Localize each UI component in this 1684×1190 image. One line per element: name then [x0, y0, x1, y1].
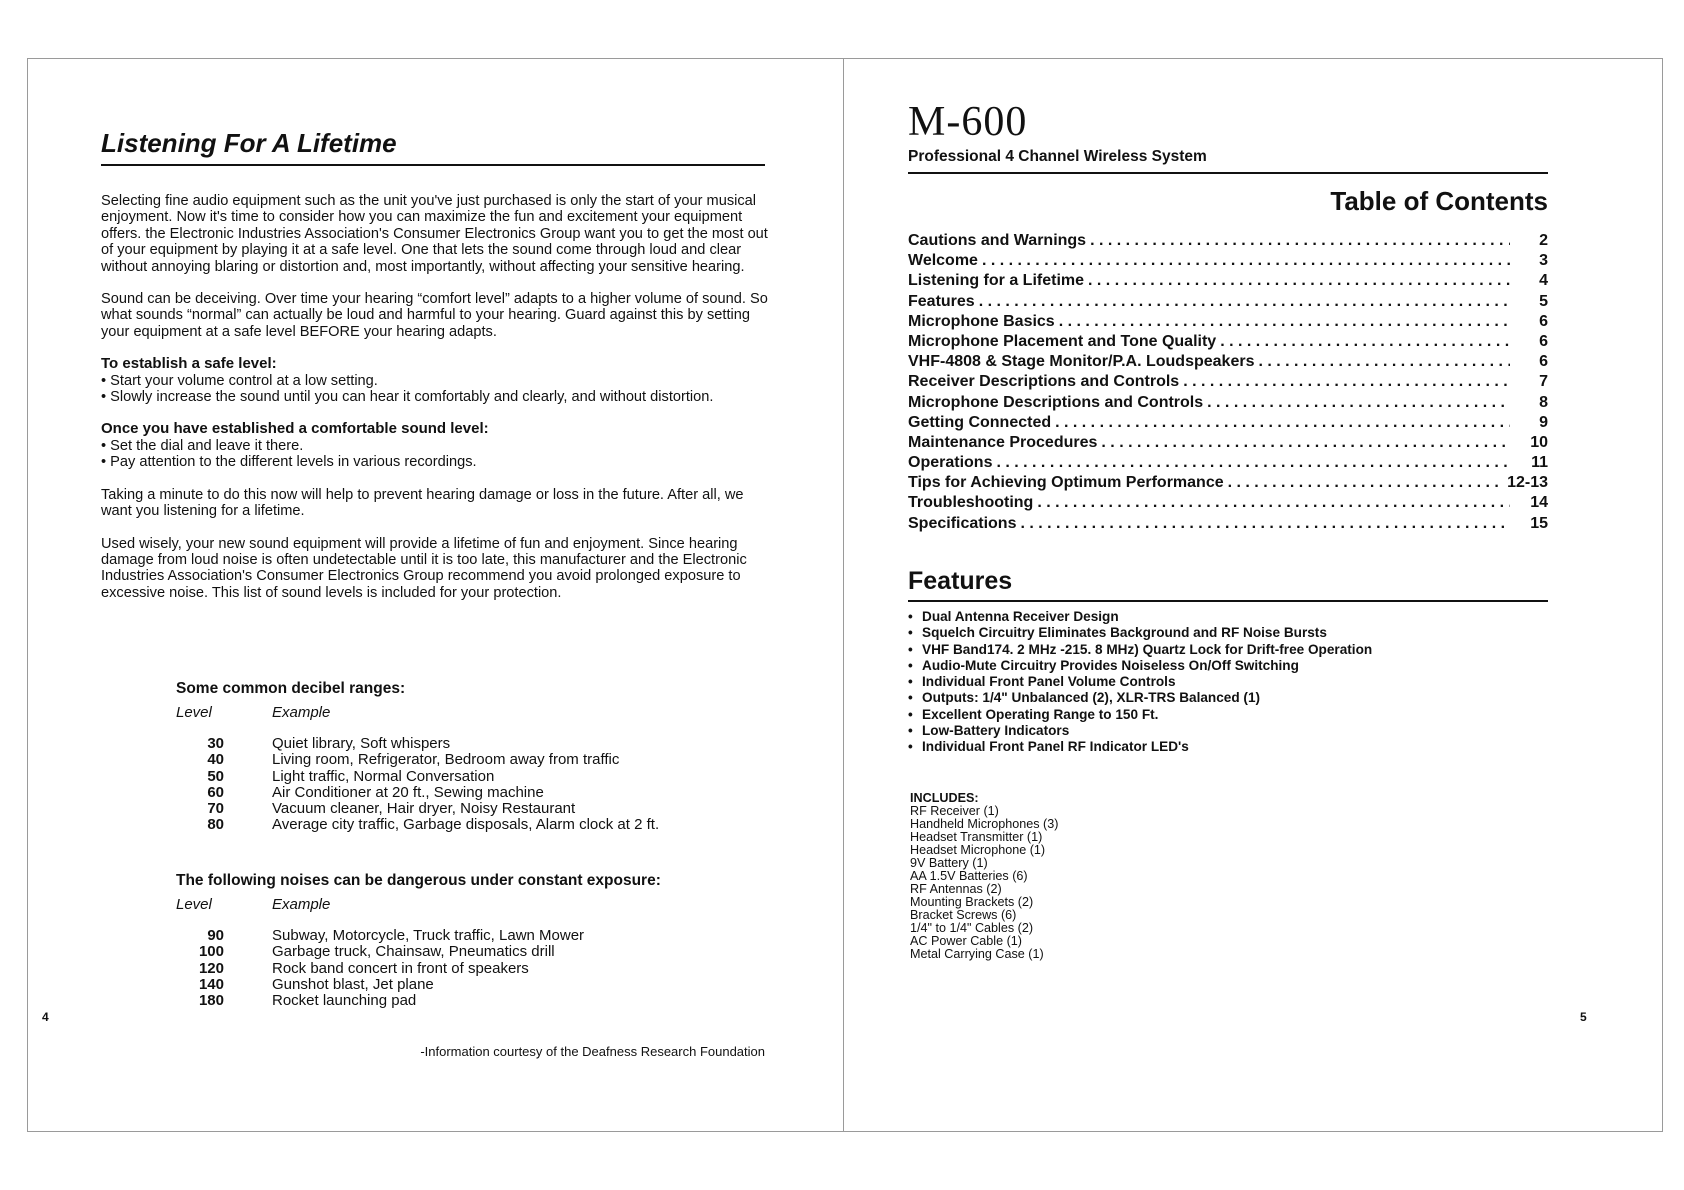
feature-item: • Low-Battery Indicators	[908, 723, 1548, 739]
example-cell: Rocket launching pad	[272, 992, 417, 1010]
level-cell: 80	[207, 816, 224, 834]
toc-leader	[1059, 313, 1510, 331]
table-row	[176, 977, 776, 993]
toc-leader	[1055, 414, 1510, 432]
include-item: Headset Transmitter (1)	[910, 830, 1043, 844]
level-cell: 120	[198, 959, 224, 977]
include-item: Mounting Brackets (2)	[910, 895, 1034, 909]
example-cell: Light traffic, Normal Conversation	[272, 767, 495, 785]
level-column-header: Level	[176, 704, 212, 721]
feature-item: • Audio-Mute Circuitry Provides Noiseless On/Off Switching	[908, 658, 1548, 674]
toc-entry[interactable]	[908, 353, 1548, 373]
table-row	[176, 961, 776, 977]
level-column-header: Level	[176, 896, 212, 913]
toc-page: 6	[1539, 353, 1548, 371]
include-item: 1/4" to 1/4" Cables (2)	[910, 921, 1034, 935]
example-cell: Average city traffic, Garbage disposals, Alarm clock at 2 ft.	[272, 816, 660, 834]
feature-item: • Excellent Operating Range to 150 Ft.	[908, 707, 1548, 723]
toc-page: 6	[1539, 312, 1548, 330]
toc-label: Cautions and Warnings	[908, 232, 1087, 249]
toc-label: Listening for a Lifetime	[908, 272, 1085, 290]
level-cell: 60	[207, 783, 224, 801]
example-cell: Vacuum cleaner, Hair dryer, Noisy Restaurant	[272, 800, 576, 818]
includes-heading: INCLUDES:	[910, 791, 979, 805]
features-rule	[908, 600, 1548, 602]
example-cell: Rock band concert in front of speakers	[272, 959, 529, 977]
page-number-right: 5	[1580, 1010, 1587, 1024]
include-item: Bracket Screws (6)	[910, 908, 1017, 922]
source-credit: -Information courtesy of the Deafness Research Foundation	[420, 1044, 765, 1059]
toc-leader	[979, 293, 1510, 311]
include-item: 9V Battery (1)	[910, 856, 988, 870]
level-cell: 100	[198, 943, 224, 961]
include-item: Handheld Microphones (3)	[910, 817, 1059, 831]
features-list	[908, 609, 1548, 756]
toc-label: VHF-4808 & Stage Monitor/P.A. Loudspeakers	[908, 353, 1255, 371]
include-item: RF Antennas (2)	[910, 882, 1002, 896]
include-item: AC Power Cable (1)	[910, 934, 1022, 948]
toc-entry[interactable]	[908, 373, 1548, 393]
model-name: M-600	[908, 99, 1028, 145]
list-item: • Slowly increase the sound until you can hear it comfortably and clearly, and without distortion.	[101, 389, 771, 405]
example-cell: Gunshot blast, Jet plane	[272, 975, 434, 993]
toc-entry[interactable]	[908, 313, 1548, 333]
example-cell: Subway, Motorcycle, Truck traffic, Lawn Mower	[272, 927, 585, 944]
feature-item: • Squelch Circuitry Eliminates Background and RF Noise Bursts	[908, 625, 1548, 641]
toc-label: Microphone Basics	[908, 312, 1055, 330]
toc-entry[interactable]	[908, 272, 1548, 292]
toc-label: Microphone Placement and Tone Quality	[908, 332, 1217, 350]
level-cell: 90	[207, 927, 224, 944]
right-page	[844, 58, 1662, 1132]
toc-label: Getting Connected	[908, 413, 1052, 431]
toc-page: 8	[1539, 393, 1548, 411]
toc-leader	[996, 454, 1510, 472]
example-column-header: Example	[272, 896, 331, 913]
table-row	[176, 928, 776, 944]
toc-page: 12-13	[1507, 474, 1548, 492]
toc-label: Troubleshooting	[908, 494, 1034, 512]
comfortable-list	[101, 438, 771, 471]
table-row	[176, 817, 776, 833]
toc-page: 14	[1530, 494, 1548, 512]
toc-entry[interactable]	[908, 474, 1548, 494]
safe-level-heading: To establish a safe level:	[101, 355, 277, 373]
title-rule	[101, 164, 765, 166]
toc-page: 7	[1539, 373, 1548, 391]
level-cell: 140	[198, 975, 224, 993]
level-cell: 70	[207, 800, 224, 818]
level-cell: 40	[207, 751, 224, 769]
common-decibel-heading: Some common decibel ranges:	[176, 680, 406, 697]
feature-item: • Outputs: 1/4" Unbalanced (2), XLR-TRS Balanced (1)	[908, 690, 1548, 706]
toc-page: 5	[1539, 292, 1548, 310]
toc-page: 2	[1539, 232, 1548, 249]
include-item: RF Receiver (1)	[910, 804, 999, 818]
toc-label: Microphone Descriptions and Controls	[908, 393, 1204, 411]
toc-label: Maintenance Procedures	[908, 433, 1098, 451]
toc-leader	[1101, 434, 1510, 452]
table-row	[176, 769, 776, 785]
feature-item: • Individual Front Panel RF Indicator LED's	[908, 739, 1548, 755]
toc-entry[interactable]	[908, 494, 1548, 514]
toc-entry[interactable]	[908, 333, 1548, 353]
table-row	[176, 785, 776, 801]
toc-page: 10	[1530, 433, 1548, 451]
example-cell: Air Conditioner at 20 ft., Sewing machine	[272, 783, 544, 801]
toc-label: Features	[908, 292, 975, 310]
header-rule	[908, 172, 1548, 174]
table-row	[176, 993, 776, 1009]
include-item: Headset Microphone (1)	[910, 843, 1046, 857]
example-cell: Garbage truck, Chainsaw, Pneumatics drill	[272, 943, 555, 961]
example-cell: Quiet library, Soft whispers	[272, 735, 451, 752]
toc-page: 4	[1539, 272, 1548, 290]
table-row	[176, 752, 776, 768]
toc-label: Welcome	[908, 252, 978, 270]
list-item: • Start your volume control at a low setting.	[101, 373, 771, 389]
toc-entry[interactable]	[908, 252, 1548, 272]
include-item: Metal Carrying Case (1)	[910, 947, 1044, 961]
table-header	[176, 704, 776, 724]
toc-leader	[1220, 333, 1510, 351]
feature-item: • Individual Front Panel Volume Controls	[908, 674, 1548, 690]
toc-leader	[1207, 394, 1510, 412]
common-decibel-table	[176, 680, 776, 834]
level-cell: 50	[207, 767, 224, 785]
product-subtitle: Professional 4 Channel Wireless System	[908, 148, 1207, 165]
toc-title: Table of Contents	[1330, 186, 1548, 216]
toc-page: 6	[1539, 332, 1548, 350]
level-cell: 30	[207, 735, 224, 752]
comfortable-heading: Once you have established a comfortable sound level:	[101, 420, 489, 438]
page-number-left: 4	[42, 1010, 49, 1024]
toc-leader	[1088, 272, 1510, 290]
toc-entry[interactable]	[908, 394, 1548, 414]
toc-leader	[1183, 373, 1510, 391]
toc-label: Specifications	[908, 514, 1017, 532]
toc-label: Receiver Descriptions and Controls	[908, 373, 1180, 391]
table-of-contents	[908, 232, 1548, 535]
include-item: AA 1.5V Batteries (6)	[910, 869, 1028, 883]
toc-entry[interactable]	[908, 454, 1548, 474]
dangerous-noise-heading: The following noises can be dangerous under constant exposure:	[176, 872, 661, 889]
table-row	[176, 736, 776, 752]
example-cell: Living room, Refrigerator, Bedroom away from traffic	[272, 751, 620, 769]
example-column-header: Example	[272, 704, 331, 721]
toc-leader	[1228, 474, 1503, 492]
paragraph-intro: Selecting fine audio equipment such as the unit you've just purchased is only the start of your musical enjoyment. Now it's time to consider how you can maximize the fun and excitement your equipment offers. the Electronic Industries Association's Consumer Electronics Group want you to get the most out of your equipment by playing it at a safe level. One that lets the sound come through loud and clear without annoying blaring or distortion and, most importantly, without affecting your sensitive hearing.	[101, 193, 768, 275]
toc-label: Operations	[908, 454, 993, 472]
table-row	[176, 944, 776, 960]
toc-leader	[982, 252, 1510, 270]
toc-page: 11	[1531, 454, 1548, 472]
feature-item: • Dual Antenna Receiver Design	[908, 609, 1548, 625]
paragraph-deceiving: Sound can be deceiving. Over time your hearing “comfort level” adapts to a higher volume of sound. So what sounds “normal” can actually be loud and harmful to your hearing. Guard against this by setting your equipment at a safe level BEFORE your hearing adapts.	[101, 291, 768, 340]
left-page-title: Listening For A Lifetime	[101, 128, 397, 158]
toc-entry[interactable]	[908, 515, 1548, 535]
toc-entry[interactable]	[908, 293, 1548, 313]
features-title: Features	[908, 567, 1013, 595]
list-item: • Pay attention to the different levels in various recordings.	[101, 454, 771, 470]
toc-leader	[1258, 353, 1510, 371]
list-item: • Set the dial and leave it there.	[101, 438, 771, 454]
toc-entry[interactable]	[908, 232, 1548, 252]
left-page-body	[101, 193, 771, 617]
toc-entry[interactable]	[908, 414, 1548, 434]
dangerous-noise-table	[176, 872, 776, 1009]
toc-leader	[1037, 494, 1510, 512]
paragraph-wisely: Used wisely, your new sound equipment will provide a lifetime of fun and enjoyment. Since hearing damage from loud noise is often undetectable until it is too late, this manufacturer and the Electronic Industries Association's Consumer Electronics Group recommend you avoid prolonged exposure to excessive noise. This list of sound levels is included for your protection.	[101, 535, 747, 601]
toc-leader	[1090, 232, 1510, 250]
safe-level-list	[101, 373, 771, 406]
toc-page: 9	[1539, 413, 1548, 431]
feature-item: • VHF Band174. 2 MHz -215. 8 MHz) Quartz Lock for Drift-free Operation	[908, 642, 1548, 658]
includes-list	[910, 792, 1058, 961]
toc-page: 3	[1539, 252, 1548, 270]
table-row	[176, 801, 776, 817]
table-header	[176, 896, 776, 916]
left-page	[28, 58, 843, 1132]
toc-page: 15	[1530, 514, 1548, 532]
paragraph-minute: Taking a minute to do this now will help to prevent hearing damage or loss in the future. After all, we want you listening for a lifetime.	[101, 486, 744, 520]
level-cell: 180	[198, 992, 224, 1010]
toc-label: Tips for Achieving Optimum Performance	[908, 474, 1224, 492]
toc-leader	[1020, 515, 1510, 533]
toc-entry[interactable]	[908, 434, 1548, 454]
